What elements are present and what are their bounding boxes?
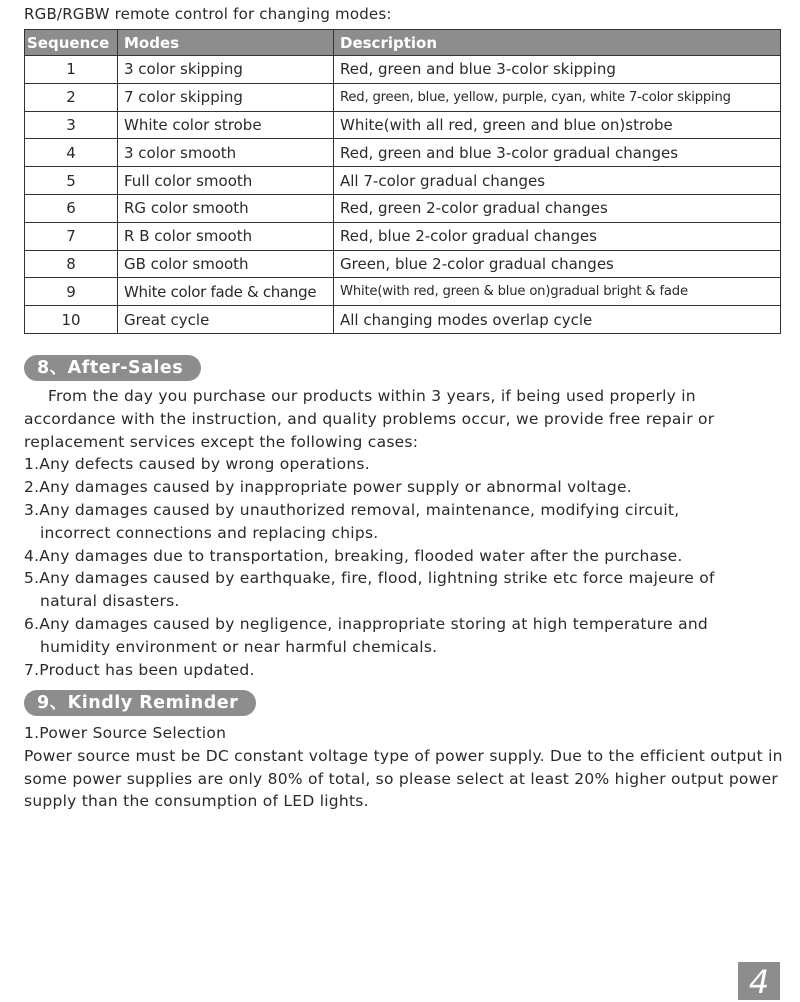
row-sequence: 6 [25,194,118,222]
after-sales-item-6: 6.Any damages caused by negligence, inappropriate storing at high temperature and [24,614,708,633]
table-row [25,194,781,222]
row-mode: Full color smooth [118,167,334,195]
after-sales-item-3-cont: incorrect connections and replacing chips. [40,523,379,542]
after-sales-item-4: 4.Any damages due to transportation, breaking, flooded water after the purchase. [24,546,683,565]
table-row [25,222,781,250]
after-sales-item-5: 5.Any damages caused by earthquake, fire, flood, lightning strike etc force majeure of [24,569,715,588]
row-mode: R B color smooth [118,222,334,250]
reminder-body [24,722,784,813]
row-description: Red, green and blue 3-color gradual changes [334,139,781,167]
table-row [25,139,781,167]
row-mode: White color strobe [118,111,334,139]
row-sequence: 7 [25,222,118,250]
row-mode: Great cycle [118,306,334,334]
row-mode: 3 color smooth [118,139,334,167]
after-sales-item-3: 3.Any damages caused by unauthorized removal, maintenance, modifying circuit, [24,500,680,519]
table-row [25,56,781,84]
table-row [25,250,781,278]
modes-table [24,29,781,334]
row-sequence: 2 [25,83,118,111]
after-sales-heading: 8、After-Sales [24,355,201,381]
row-mode: RG color smooth [118,194,334,222]
row-description: Red, green and blue 3-color skipping [334,56,781,84]
row-mode: White color fade & change [118,278,334,306]
row-description: White(with red, green & blue on)gradual bright & fade [334,278,781,306]
table-row [25,83,781,111]
row-mode: 3 color skipping [118,56,334,84]
row-description: All 7-color gradual changes [334,167,781,195]
after-sales-paragraph: From the day you purchase our products within 3 years, if being used properly in accordance with the instruction, and quality problems occur, we provide free repair or replacement services except the following cases: [24,387,715,451]
row-description: All changing modes overlap cycle [334,306,781,334]
reminder-heading: 9、Kindly Reminder [24,690,256,716]
header-modes: Modes [118,30,334,56]
header-sequence: Sequence [25,30,118,56]
row-mode: 7 color skipping [118,83,334,111]
table-row [25,306,781,334]
table-intro: RGB/RGBW remote control for changing modes: [24,5,392,23]
table-row [25,167,781,195]
header-description: Description [334,30,781,56]
after-sales-item-6-cont: humidity environment or near harmful chemicals. [40,637,438,656]
row-description: Red, blue 2-color gradual changes [334,222,781,250]
reminder-subtitle: 1.Power Source Selection [24,724,227,742]
row-description: Green, blue 2-color gradual changes [334,250,781,278]
row-description: White(with all red, green and blue on)strobe [334,111,781,139]
reminder-paragraph: Power source must be DC constant voltage type of power supply. Due to the efficient output in some power supplies are only 80% of total, so please select at least 20% higher output power supply than the consumption of LED lights. [24,746,783,811]
row-sequence: 4 [25,139,118,167]
after-sales-body [24,385,784,681]
row-description: Red, green, blue, yellow, purple, cyan, white 7-color skipping [334,83,781,111]
after-sales-item-2: 2.Any damages caused by inappropriate power supply or abnormal voltage. [24,478,632,497]
row-description: Red, green 2-color gradual changes [334,194,781,222]
table-row [25,278,781,306]
table-row [25,111,781,139]
row-sequence: 1 [25,56,118,84]
page-number: 4 [738,962,780,1000]
table-header-row [25,30,781,56]
row-sequence: 10 [25,306,118,334]
after-sales-item-7: 7.Product has been updated. [24,660,255,679]
row-sequence: 5 [25,167,118,195]
row-sequence: 8 [25,250,118,278]
after-sales-item-5-cont: natural disasters. [40,592,180,611]
row-mode: GB color smooth [118,250,334,278]
row-sequence: 9 [25,278,118,306]
after-sales-item-1: 1.Any defects caused by wrong operations. [24,455,370,474]
row-sequence: 3 [25,111,118,139]
